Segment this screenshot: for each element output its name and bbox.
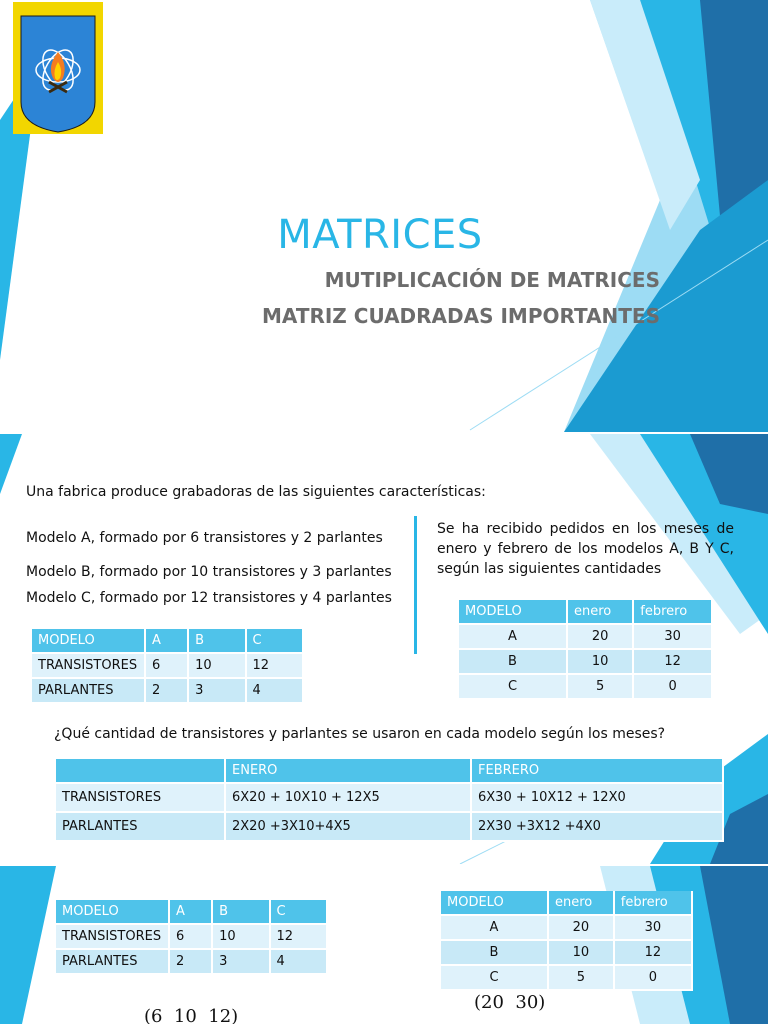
- table-cell: 10: [548, 940, 614, 965]
- table-cell: 4: [246, 678, 303, 703]
- table-cell: B: [459, 649, 567, 674]
- table-header: febrero: [633, 600, 712, 624]
- table-row: [56, 924, 327, 949]
- model-b-text: Modelo B, formado por 10 transistores y 3 parlantes: [26, 564, 392, 580]
- matrix-slide: [0, 866, 768, 1024]
- table-cell: 20: [548, 915, 614, 940]
- table-cell: 4: [270, 949, 327, 974]
- table-cell: C: [441, 965, 548, 990]
- slide-title: MATRICES: [277, 212, 483, 258]
- table-header: MODELO: [32, 629, 145, 653]
- table-header: A: [145, 629, 188, 653]
- table-cell: 12: [614, 940, 692, 965]
- table-header-row: [56, 900, 327, 924]
- table-header-row: [441, 891, 692, 915]
- table-cell: PARLANTES: [32, 678, 145, 703]
- table-row: [459, 674, 712, 699]
- table-row: [441, 965, 692, 990]
- table-cell: 3: [188, 678, 245, 703]
- table-cell: 10: [567, 649, 633, 674]
- table-cell: 10: [212, 924, 269, 949]
- matrix-right: (20 30): [474, 992, 546, 1013]
- table-header: MODELO: [459, 600, 567, 624]
- table-cell: 30: [633, 624, 712, 649]
- table-cell: TRANSISTORES: [56, 783, 225, 812]
- components-table: [32, 629, 304, 704]
- model-a-text: Modelo A, formado por 6 transistores y 2 parlantes: [26, 530, 383, 546]
- components-table: [56, 900, 328, 975]
- table-cell: 10: [188, 653, 245, 678]
- table-cell: A: [459, 624, 567, 649]
- table-cell: 0: [614, 965, 692, 990]
- table-header: febrero: [614, 891, 692, 915]
- divider-line: [414, 516, 417, 654]
- table-cell: B: [441, 940, 548, 965]
- table-header: A: [169, 900, 212, 924]
- orders-table: [459, 600, 713, 700]
- subtitle-multiplication: MUTIPLICACIÓN DE MATRICES: [324, 268, 660, 292]
- table-row: [56, 783, 723, 812]
- table-cell: TRANSISTORES: [56, 924, 169, 949]
- table-row: [32, 653, 303, 678]
- table-row: [56, 812, 723, 841]
- table-row: [441, 940, 692, 965]
- intro-text: Una fabrica produce grabadoras de las siguientes características:: [26, 484, 486, 500]
- table-cell: A: [441, 915, 548, 940]
- table-header-row: [32, 629, 303, 653]
- table-header: ENERO: [225, 759, 471, 783]
- table-header-row: [56, 759, 723, 783]
- model-c-text: Modelo C, formado por 12 transistores y 4 parlantes: [26, 590, 392, 606]
- orders-table: [441, 891, 693, 991]
- table-header: C: [270, 900, 327, 924]
- table-cell: 0: [633, 674, 712, 699]
- table-cell: 12: [633, 649, 712, 674]
- title-slide: [0, 0, 768, 432]
- table-cell: 5: [548, 965, 614, 990]
- table-header: B: [188, 629, 245, 653]
- table-row: [459, 624, 712, 649]
- table-header: MODELO: [441, 891, 548, 915]
- question-text: ¿Qué cantidad de transistores y parlantes se usaron en cada modelo según los meses?: [54, 726, 666, 742]
- table-cell: 2X20 +3X10+4X5: [225, 812, 471, 841]
- table-cell: 5: [567, 674, 633, 699]
- table-cell: 30: [614, 915, 692, 940]
- table-header: [56, 759, 225, 783]
- table-cell: PARLANTES: [56, 812, 225, 841]
- orders-text: Se ha recibido pedidos en los meses de enero y febrero de los modelos A, B Y C, según las siguientes cantidades: [437, 521, 734, 577]
- problem-slide: [0, 434, 768, 864]
- table-row: [459, 649, 712, 674]
- calculation-table: [56, 759, 724, 842]
- table-cell: 6X20 + 10X10 + 12X5: [225, 783, 471, 812]
- table-cell: 6: [145, 653, 188, 678]
- university-logo: [13, 2, 103, 134]
- table-cell: 6X30 + 10X12 + 12X0: [471, 783, 723, 812]
- table-cell: 2X30 +3X12 +4X0: [471, 812, 723, 841]
- table-cell: C: [459, 674, 567, 699]
- table-cell: 3: [212, 949, 269, 974]
- table-cell: 2: [169, 949, 212, 974]
- table-cell: 6: [169, 924, 212, 949]
- subtitle-square-matrices: MATRIZ CUADRADAS IMPORTANTES: [261, 304, 660, 328]
- table-header-row: [459, 600, 712, 624]
- table-header: enero: [548, 891, 614, 915]
- table-row: [441, 915, 692, 940]
- table-cell: PARLANTES: [56, 949, 169, 974]
- table-header: enero: [567, 600, 633, 624]
- table-header: FEBRERO: [471, 759, 723, 783]
- table-cell: 20: [567, 624, 633, 649]
- table-cell: TRANSISTORES: [32, 653, 145, 678]
- matrix-left: (6 10 12): [144, 1006, 239, 1024]
- table-cell: 12: [270, 924, 327, 949]
- table-row: [32, 678, 303, 703]
- table-cell: 12: [246, 653, 303, 678]
- table-header: MODELO: [56, 900, 169, 924]
- table-header: C: [246, 629, 303, 653]
- table-header: B: [212, 900, 269, 924]
- table-row: [56, 949, 327, 974]
- table-cell: 2: [145, 678, 188, 703]
